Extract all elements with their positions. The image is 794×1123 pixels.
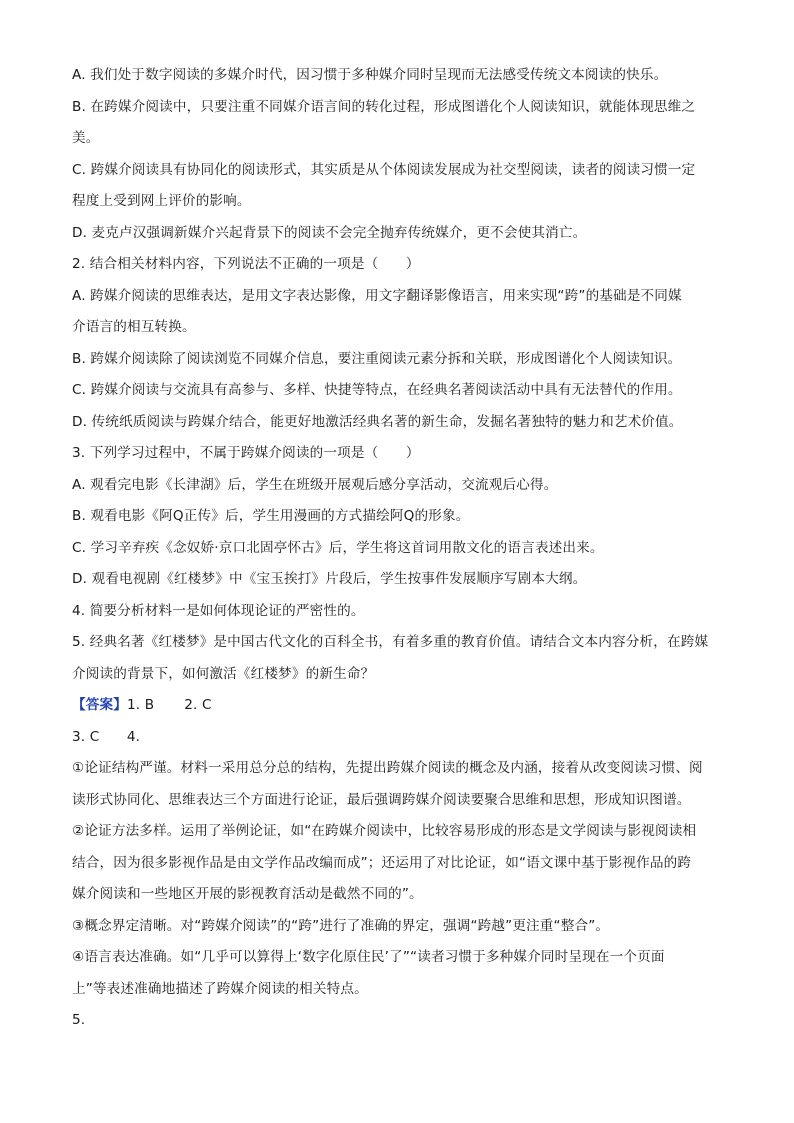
question-3: 3. 下列学习过程中，不属于跨媒介阅读的一项是（ ） [72, 445, 420, 461]
answer-tag: 【答案】 [72, 697, 127, 713]
option-line: A. 观看完电影《长津湖》后，学生在班级开展观后感分享活动，交流观后心得。 [72, 476, 558, 493]
question-4: 4. 简要分析材料一是如何体现论证的严密性的。 [72, 602, 365, 619]
answer-paragraph: ④语言表达准确。如“几乎可以算得上‘数字化原住民’了”“读者习惯于多种媒介同时呈现在一个页面 [72, 949, 665, 965]
document-page [72, 60, 722, 1037]
answer-paragraph: ①论证结构严谨。材料一采用总分总的结构，先提出跨媒介阅读的概念及内涵，接着从改变阅读习惯、阅 [72, 760, 703, 776]
answer-paragraph: 上”等表述准确地描述了跨媒介阅读的相关特点。 [72, 980, 368, 997]
option-line-continued: 美。 [72, 130, 100, 146]
option-line-continued: 程度上受到网上评价的影响。 [72, 193, 251, 209]
answer-2: 2. C [184, 697, 212, 713]
answer-paragraph: 结合，因为很多影视作品是由文学作品改编而成”；还运用了对比论证，如“语文课中基于影视作品的跨 [72, 854, 692, 871]
answer-3-4: 3. C 4. [72, 728, 141, 745]
option-line: D. 传统纸质阅读与跨媒介结合，能更好地激活经典名著的新生命，发掘名著独特的魅力和艺术价值。 [72, 413, 683, 430]
option-line-continued: 介语言的相互转换。 [72, 319, 196, 335]
option-line: C. 学习辛弃疾《念奴娇·京口北固亭怀古》后，学生将这首词用散文化的语言表述出来。 [72, 539, 604, 556]
option-line: C. 跨媒介阅读与交流具有高参与、多样、快捷等特点，在经典名著阅读活动中具有无法替代的作用。 [72, 382, 682, 398]
answer-1: 1. B [126, 697, 155, 713]
option-line: D. 麦克卢汉强调新媒介兴起背景下的阅读不会完全抛弃传统媒介，更不会使其消亡。 [72, 224, 587, 241]
option-line: A. 跨媒介阅读的思维表达，是用文字表达影像，用文字翻译影像语言，用来实现“跨”的基础是不同媒 [72, 287, 682, 304]
answer-line [72, 690, 722, 722]
option-line: B. 跨媒介阅读除了阅读浏览不同媒介信息，要注重阅读元素分拆和关联，形成图谱化个人阅读知识。 [72, 350, 682, 367]
option-line: B. 观看电影《阿Q正传》后，学生用漫画的方式描绘阿Q的形象。 [72, 508, 470, 524]
question-5-continued: 介阅读的背景下，如何激活《红楼梦》的新生命？ [72, 665, 375, 682]
question-2: 2. 结合相关材料内容，下列说法不正确的一项是（ ） [72, 256, 420, 272]
answer-paragraph: 媒介阅读和一些地区开展的影视教育活动是截然不同的”。 [72, 886, 423, 902]
option-line: B. 在跨媒介阅读中，只要注重不同媒介语言间的转化过程，形成图谱化个人阅读知识，就能体现思维之 [72, 98, 696, 115]
question-5: 5. 经典名著《红楼梦》是中国古代文化的百科全书，有着多重的教育价值。请结合文本内容分析，在跨媒 [72, 634, 709, 650]
answer-5: 5. [72, 1012, 86, 1028]
option-line: A. 我们处于数字阅读的多媒介时代，因习惯于多种媒介同时呈现而无法感受传统文本阅读的快乐。 [72, 67, 668, 83]
answer-paragraph: ②论证方法多样。运用了举例论证，如“在跨媒介阅读中，比较容易形成的形态是文学阅读与影视阅读相 [72, 823, 697, 839]
option-line: C. 跨媒介阅读具有协同化的阅读形式，其实质是从个体阅读发展成为社交型阅读，读者的阅读习惯一定 [72, 161, 696, 178]
answer-paragraph: ③概念界定清晰。对“跨媒介阅读”的“跨”进行了准确的界定，强调“跨越”更注重“整合”。 [72, 917, 610, 934]
answer-paragraph: 读形式协同化、思维表达三个方面进行论证，最后强调跨媒介阅读要聚合思维和思想，形成知识图谱。 [72, 791, 691, 808]
option-line: D. 观看电视剧《红楼梦》中《宝玉挨打》片段后，学生按事件发展顺序写剧本大纲。 [72, 571, 587, 587]
